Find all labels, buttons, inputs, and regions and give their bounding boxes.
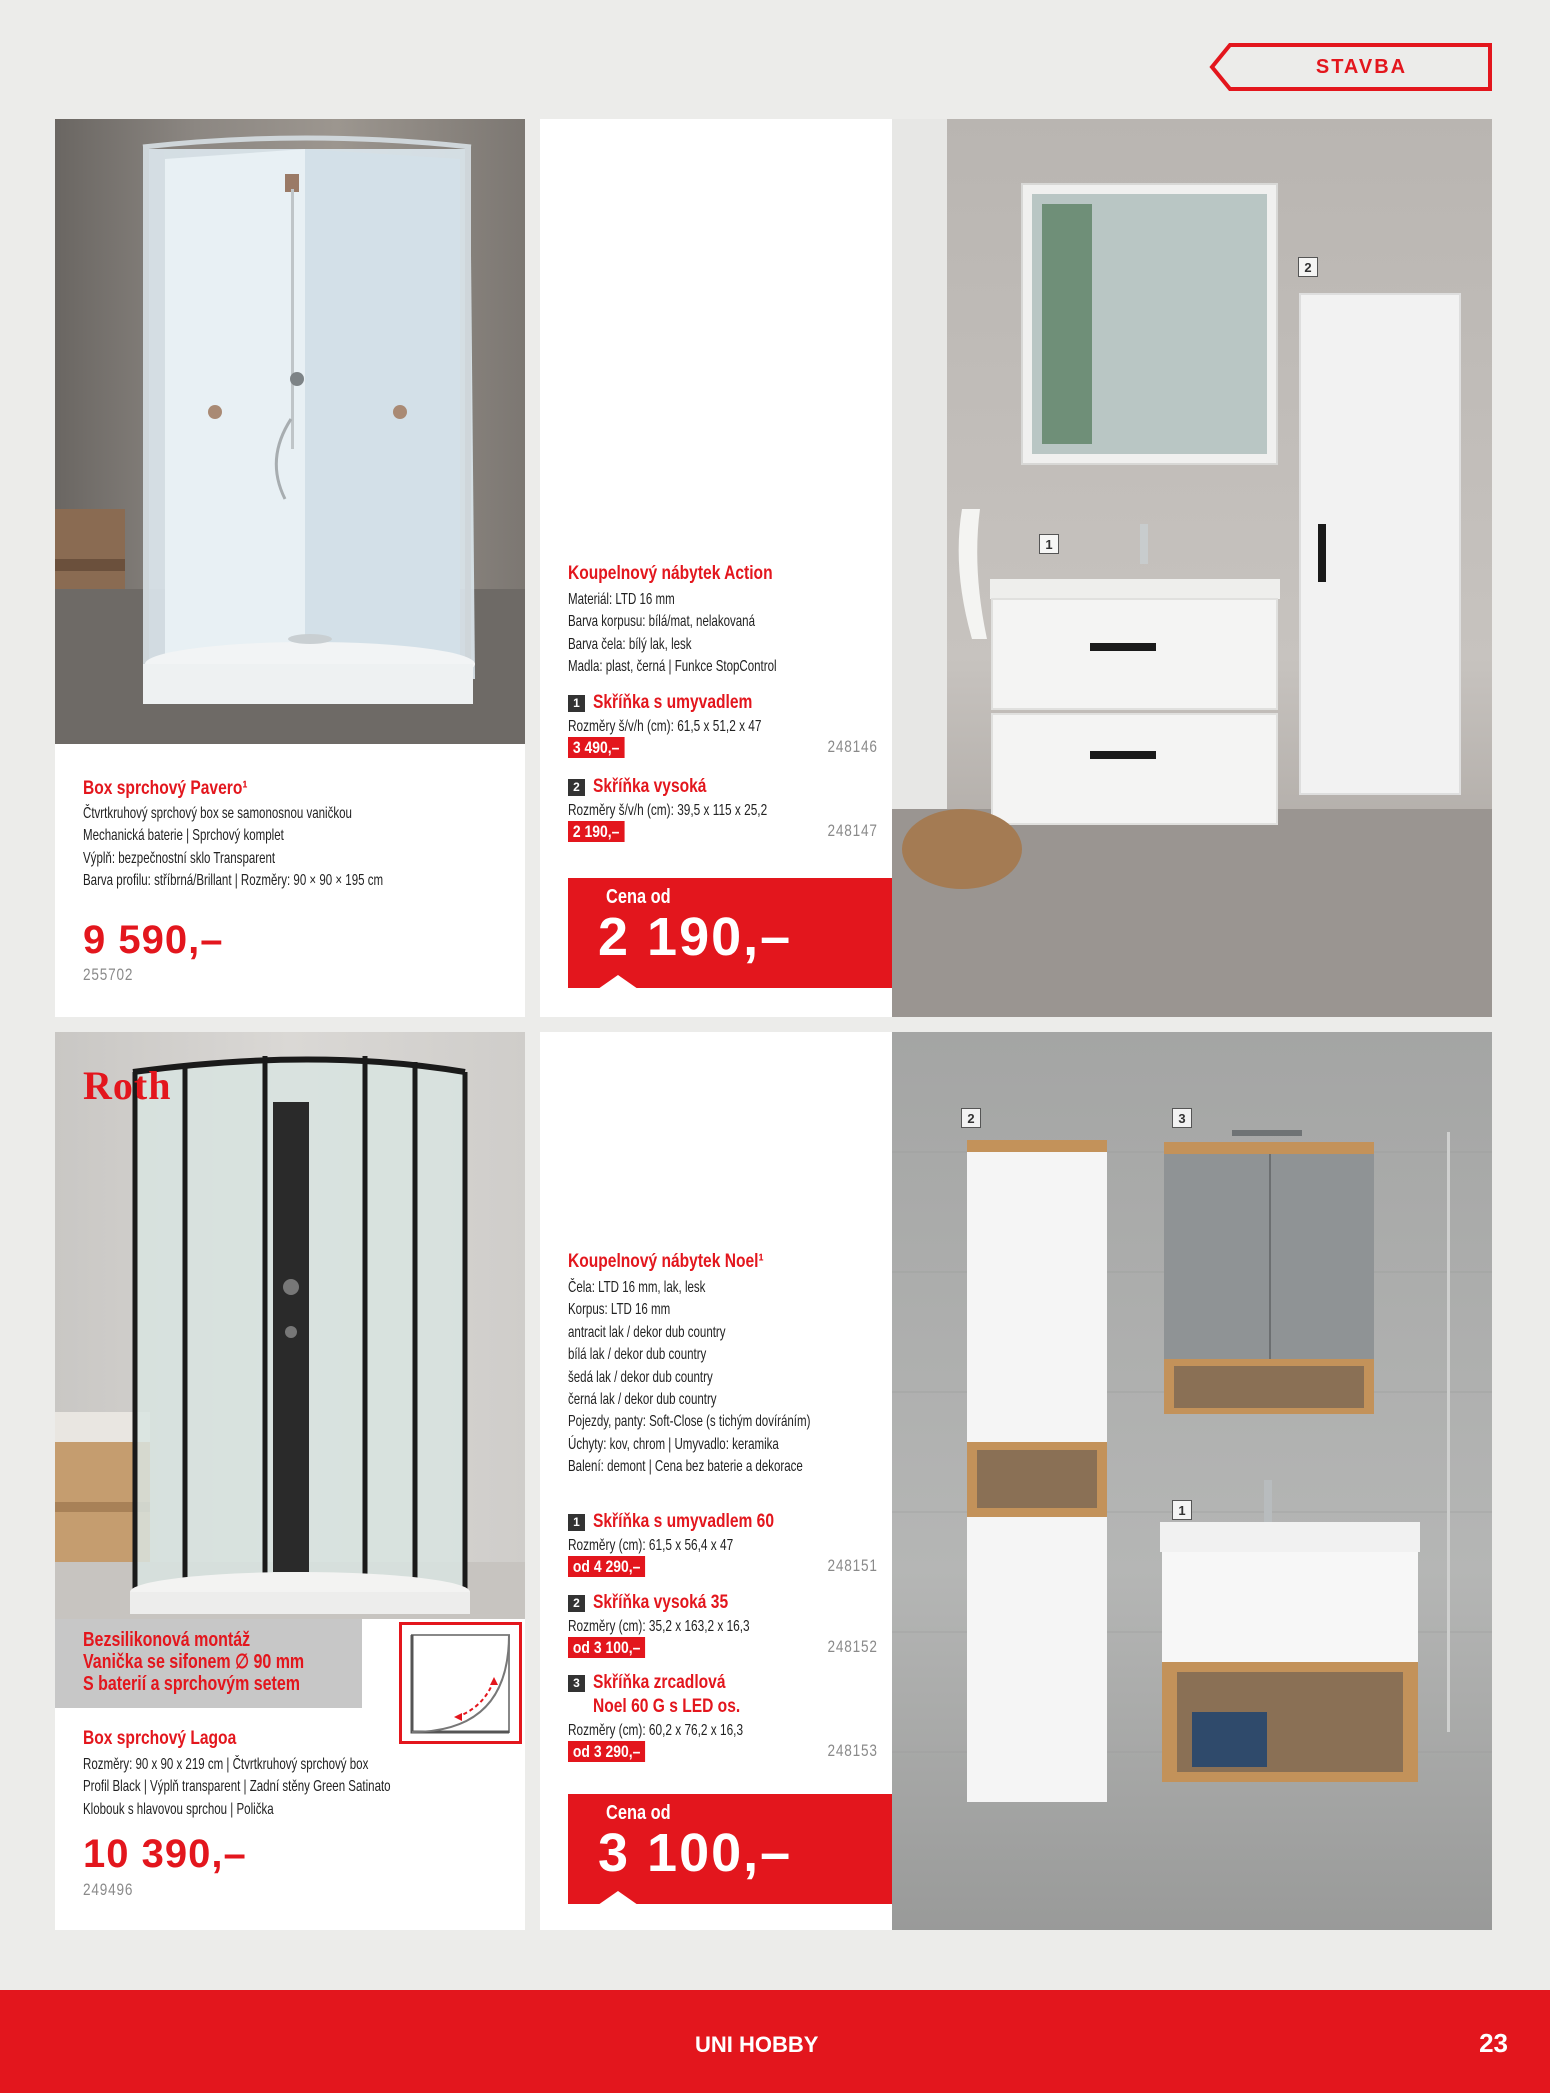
pavero-panel (55, 119, 525, 1017)
lagoa-feature-line: S baterií a sprchovým setem (83, 1673, 300, 1695)
section-tag-label: STAVBA (1315, 55, 1408, 78)
noel-price-from-box (568, 1794, 893, 1904)
noel-item-dims: Rozměry (cm): 35,2 x 163,2 x 16,3 (568, 1618, 750, 1635)
action-item-dims: Rozměry š/v/h (cm): 61,5 x 51,2 x 47 (568, 718, 762, 735)
pavero-title: Box sprchový Pavero¹ (83, 778, 248, 799)
action-item-1 (568, 691, 878, 758)
noel-photo-badge-1: 1 (1172, 1500, 1192, 1520)
noel-item-name-line2: Noel 60 G s LED os. (593, 1696, 741, 1717)
shower-cabin-illustration (55, 119, 525, 744)
lagoa-panel (55, 1032, 525, 1930)
action-item-price: 3 490,– (568, 737, 624, 758)
price-from-value: 2 190,– (598, 907, 793, 967)
noel-specs (568, 1277, 905, 1479)
noel-photo (892, 1032, 1492, 1930)
noel-item-3 (568, 1671, 878, 1762)
action-panel (540, 119, 892, 1017)
price-from-label: Cena od (606, 886, 671, 908)
noel-item-price: od 4 290,– (568, 1556, 645, 1577)
action-spec-line: Barva korpusu: bílá/mat, nelakovaná (568, 613, 755, 631)
lagoa-specs (83, 1754, 510, 1821)
roth-logo (83, 1062, 171, 1109)
lagoa-price: 10 390,– (83, 1832, 247, 1876)
action-item-price: 2 190,– (568, 821, 624, 842)
pavero-price: 9 590,– (83, 918, 224, 962)
noel-item-dims: Rozměry (cm): 61,5 x 56,4 x 47 (568, 1537, 734, 1554)
noel-spec-line: Pojezdy, panty: Soft-Close (s tichým dovíráním) (568, 1413, 811, 1431)
action-photo-badge-1: 1 (1039, 534, 1059, 554)
noel-spec-line: antracit lak / dekor dub country (568, 1323, 726, 1341)
noel-item-name: Skříňka zrcadlová (593, 1672, 726, 1693)
action-specs (568, 589, 858, 679)
noel-spec-line: Balení: demont | Cena bez baterie a dekorace (568, 1458, 803, 1476)
roth-logo-text: Roth (83, 1063, 172, 1108)
lagoa-floorplan-inset (399, 1622, 522, 1744)
pavero-spec-line: Mechanická baterie | Sprchový komplet (83, 827, 284, 845)
page-number: 23 (1479, 2028, 1508, 2058)
pavero-spec-line: Barva profilu: stříbrná/Brillant | Rozměry: 90 × 90 × 195 cm (83, 872, 384, 890)
action-spec-line: Barva čela: bílý lak, lesk (568, 635, 692, 653)
price-from-value: 3 100,– (598, 1823, 793, 1883)
bathroom-furniture-illustration (892, 119, 1492, 1017)
item-number-badge: 3 (568, 1675, 585, 1692)
lagoa-feature-line: Vanička se sifonem ∅ 90 mm (83, 1651, 305, 1673)
noel-item-price: od 3 290,– (568, 1741, 645, 1762)
action-item-2 (568, 775, 878, 842)
noel-spec-line: Úchyty: kov, chrom | Umyvadlo: keramika (568, 1435, 779, 1453)
action-spec-line: Madla: plast, černá | Funkce StopControl (568, 658, 777, 676)
noel-spec-line: bílá lak / dekor dub country (568, 1346, 707, 1364)
noel-item-2 (568, 1591, 878, 1658)
lagoa-shower-illustration (55, 1032, 525, 1619)
unihobby-logo: UNI HOBBY (695, 2032, 819, 2057)
action-photo-badge-2: 2 (1298, 257, 1318, 277)
noel-title: Koupelnový nábytek Noel¹ (568, 1251, 764, 1272)
action-price-from-box (568, 878, 893, 988)
lagoa-feature-line: Bezsilikonová montáž (83, 1629, 251, 1651)
item-number-badge: 1 (568, 1514, 585, 1531)
pavero-photo (55, 119, 525, 744)
item-number-badge: 1 (568, 695, 585, 712)
noel-spec-line: Čela: LTD 16 mm, lak, lesk (568, 1279, 706, 1296)
noel-panel (540, 1032, 892, 1930)
action-item-name: Skříňka vysoká (593, 776, 707, 797)
noel-spec-line: Korpus: LTD 16 mm (568, 1301, 671, 1319)
price-box-notch (598, 1891, 638, 1905)
noel-item-dims: Rozměry (cm): 60,2 x 76,2 x 16,3 (568, 1722, 744, 1739)
floorplan-icon (402, 1625, 519, 1741)
action-item-code: 248146 (827, 737, 878, 756)
action-item-name: Skříňka s umyvadlem (593, 692, 753, 713)
lagoa-spec-line: Profil Black | Výplň transparent | Zadní stěny Green Satinato (83, 1778, 391, 1796)
noel-item-code: 248153 (827, 1741, 878, 1760)
pavero-code: 255702 (83, 965, 134, 984)
noel-photo-badge-2: 2 (961, 1108, 981, 1128)
pavero-spec-line: Výplň: bezpečnostní sklo Transparent (83, 849, 276, 867)
section-tag (1208, 42, 1493, 92)
noel-furniture-illustration (892, 1032, 1492, 1930)
action-item-code: 248147 (827, 821, 878, 840)
noel-spec-line: šedá lak / dekor dub country (568, 1368, 713, 1386)
noel-item-1 (568, 1510, 878, 1577)
footer-bar (0, 1990, 1550, 2093)
price-box-notch (598, 975, 638, 989)
lagoa-spec-line: Klobouk s hlavovou sprchou | Polička (83, 1800, 274, 1818)
item-number-badge: 2 (568, 1595, 585, 1612)
noel-item-code: 248151 (827, 1556, 878, 1575)
lagoa-spec-line: Rozměry: 90 x 90 x 219 cm | Čtvrtkruhový sprchový box (83, 1756, 369, 1773)
lagoa-title: Box sprchový Lagoa (83, 1728, 237, 1749)
action-spec-line: Materiál: LTD 16 mm (568, 591, 675, 608)
price-from-label: Cena od (606, 1802, 671, 1824)
lagoa-feature-strip (55, 1619, 362, 1708)
item-number-badge: 2 (568, 779, 585, 796)
action-title: Koupelnový nábytek Action (568, 563, 773, 584)
noel-spec-line: černá lak / dekor dub country (568, 1391, 717, 1409)
action-photo (892, 119, 1492, 1017)
noel-item-price: od 3 100,– (568, 1637, 645, 1658)
noel-item-code: 248152 (827, 1637, 878, 1656)
action-item-dims: Rozměry š/v/h (cm): 39,5 x 115 x 25,2 (568, 802, 768, 819)
noel-photo-badge-3: 3 (1172, 1108, 1192, 1128)
noel-item-name: Skříňka s umyvadlem 60 (593, 1511, 775, 1532)
pavero-spec-line: Čtvrtkruhový sprchový box se samonosnou vaničkou (83, 805, 352, 822)
lagoa-code: 249496 (83, 1880, 134, 1899)
lagoa-photo (55, 1032, 525, 1619)
pavero-specs (83, 803, 500, 893)
noel-item-name: Skříňka vysoká 35 (593, 1592, 729, 1613)
